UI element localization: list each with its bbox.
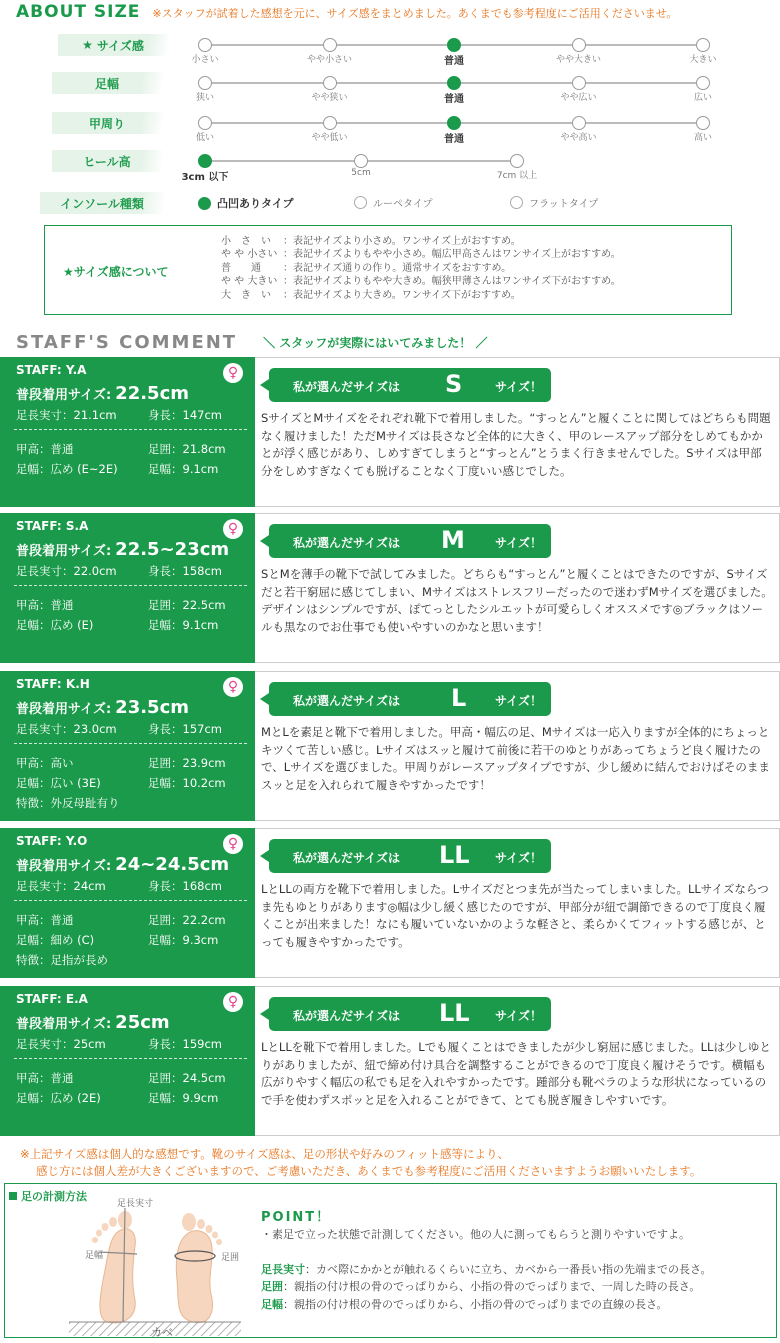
chosen-size: LL — [439, 841, 470, 869]
point-item: 足長実寸：カベ際にかかとが触れるくらいに立ち、カベから一番長い指の先端までの長さ。 — [261, 1262, 712, 1276]
scale-tick-label: 普通 — [444, 94, 464, 105]
female-icon: ♀ — [223, 519, 243, 539]
staff-detail: 足幅：細め (C) — [16, 933, 95, 947]
staff-detail: 甲高：高い — [16, 756, 74, 770]
staff-card — [0, 828, 780, 978]
scale-dot-selected — [198, 154, 212, 168]
staff-detail: 足幅：9.1cm — [148, 618, 219, 632]
point-intro: ・素足で立った状態で計測してください。他の人に測ってもらうと測りやすいですよ。 — [261, 1228, 690, 1241]
staff-detail: 足幅：広め (2E) — [16, 1091, 101, 1105]
staff-card — [0, 671, 780, 821]
scale-dot — [323, 76, 337, 90]
legend-line: 大 き い ：表記サイズより大きめ。ワンサイズ下がおすすめ。 — [221, 289, 521, 301]
scale-dot — [696, 76, 710, 90]
scale-tick-label: 普通 — [444, 134, 464, 145]
about-size-header — [16, 2, 677, 22]
staff-comment-subtitle: ＼ スタッフが実際にはいてみました！ ／ — [263, 336, 488, 350]
staff-measurements: 足長実寸：22.0cm 身長：158cm — [16, 564, 222, 578]
scale-tick-label: 普通 — [444, 56, 464, 67]
size-scale-row — [0, 34, 780, 72]
foot-figure — [65, 1199, 245, 1339]
point-item: 足幅：親指の付け根の骨のでっぱりから、小指の骨のでっぱりまでの直線の長さ。 — [261, 1297, 668, 1311]
chosen-size: L — [451, 684, 467, 712]
scale-tick-label: 大きい — [689, 55, 717, 65]
dashed-divider — [14, 429, 247, 430]
about-size-note: ※スタッフが試着した感想を元に、サイズ感をまとめました。あくまでも参考程度にご活用くださいませ。 — [152, 7, 678, 20]
staff-detail: 足幅：9.1cm — [148, 462, 219, 476]
fig-label-girth: 足囲 — [221, 1253, 240, 1263]
scale-dot — [572, 116, 586, 130]
staff-name: STAFF: Y.A — [16, 363, 87, 377]
scale-tick-label: 7cm 以上 — [496, 171, 538, 181]
radio-icon — [510, 196, 523, 209]
point-text — [261, 1226, 712, 1313]
chosen-size-bubble: 私が選んだサイズは S サイズ！ — [269, 368, 551, 402]
usual-size: 普段着用サイズ: 23.5cm — [16, 697, 190, 718]
staff-detail: 足幅：広め (E~2E) — [16, 462, 118, 476]
chosen-size: M — [441, 526, 465, 554]
footnote-line-1: ※上記サイズ感は個人的な感想です。靴のサイズ感は、足の形状や好みのフィット感等により、 — [20, 1147, 509, 1161]
staff-profile — [0, 986, 255, 1136]
scale-tick-label: やや低い — [311, 133, 348, 143]
staff-card — [0, 357, 780, 507]
staff-detail: 甲高：普通 — [16, 913, 74, 927]
scale-dot — [323, 38, 337, 52]
staff-detail: 特徴：足指が長め — [16, 953, 108, 967]
scale-dot — [323, 116, 337, 130]
female-icon: ♀ — [223, 992, 243, 1012]
measure-title: 足の計測方法 — [9, 1188, 87, 1204]
scale-tick-label: やや広い — [560, 93, 597, 103]
staff-detail: 足囲：24.5cm — [148, 1071, 226, 1085]
staff-profile — [0, 513, 255, 663]
footnote-line-2: 感じ方には個人差が大きくございますので、ご考慮いただき、あくまでも参考程度にご活用くださいますようお願いいたします。 — [36, 1164, 702, 1178]
dashed-divider — [14, 743, 247, 744]
scale-dot — [510, 154, 524, 168]
staff-measurements: 足長実寸：24cm 身長：168cm — [16, 879, 222, 893]
insole-option: フラットタイプ — [510, 195, 598, 210]
staff-detail: 足囲：22.5cm — [148, 598, 226, 612]
scale-tick-label: 広い — [693, 93, 713, 103]
fig-label-foot-length: 足長実寸 — [117, 1199, 154, 1209]
fig-label-width: 足幅 — [85, 1251, 104, 1261]
chosen-size-bubble: 私が選んだサイズは LL サイズ！ — [269, 997, 551, 1031]
staff-comment — [255, 513, 780, 663]
point-item: 足囲：親指の付け根の骨のでっぱりから、小指の骨のでっぱりまで、一周した時の長さ。 — [261, 1280, 701, 1293]
staff-detail: 足幅：10.2cm — [148, 776, 226, 790]
insole-option: ルーペタイプ — [354, 195, 433, 210]
scale-row-label: ヒール高 — [52, 150, 162, 172]
staff-comment-text: LとLLを靴下で着用しました。Lでも履くことはできましたが少し窮屈に感じました。LLは少しゆとりがありましたが、紐で締め付け具合を調整することができるので丁度良く履けそうです。横幅も広がりやすく幅広の私でも足を入れやすかったです。踵部分も靴ベラのような形状になっているので手を使わずスポッと足を入れることができて、とても脱ぎ履きしやすいです。 — [261, 1040, 771, 1107]
female-icon: ♀ — [223, 834, 243, 854]
staff-profile — [0, 828, 255, 978]
scale-tick-label: 狭い — [195, 93, 215, 103]
radio-selected-icon — [198, 197, 211, 210]
staff-name: STAFF: K.H — [16, 677, 90, 691]
insole-label: インソール種類 — [40, 192, 164, 214]
scale-tick-label: 低い — [195, 133, 215, 143]
staff-detail: 足幅：9.3cm — [148, 933, 219, 947]
usual-size: 普段着用サイズ: 22.5~23cm — [16, 539, 230, 560]
size-scale-row — [0, 72, 780, 110]
scale-dot-selected — [447, 38, 461, 52]
scale-row-label: ★ サイズ感 — [58, 34, 168, 56]
scale-tick-label: 3cm 以下 — [181, 172, 229, 183]
scale-tick-label: やや狭い — [311, 93, 348, 103]
staff-detail: 甲高：普通 — [16, 1071, 74, 1085]
scale-dot — [696, 116, 710, 130]
footnote — [20, 1146, 701, 1180]
scale-row-label: 足幅 — [52, 72, 162, 94]
staff-card — [0, 513, 780, 663]
scale-dot — [696, 38, 710, 52]
scale-dot — [198, 76, 212, 90]
staff-name: STAFF: E.A — [16, 992, 88, 1006]
staff-measurements: 足長実寸：25cm 身長：159cm — [16, 1037, 222, 1051]
square-icon — [9, 1192, 17, 1200]
chosen-size-bubble: 私が選んだサイズは L サイズ！ — [269, 682, 551, 716]
fig-label-wall: カベ — [151, 1326, 173, 1339]
staff-card — [0, 986, 780, 1136]
staff-comment — [255, 986, 780, 1136]
staff-detail: 足幅：広め (E) — [16, 618, 94, 632]
scale-dot — [572, 76, 586, 90]
dashed-divider — [14, 900, 247, 901]
chosen-size: S — [445, 370, 463, 398]
female-icon: ♀ — [223, 363, 243, 383]
staff-comment-text: LとLLの両方を靴下で着用しました。Lサイズだとつま先が当たってしまいました。LLサイズならつま先もゆとりがあります◎幅は少し緩く感じたのですが、甲部分が紐で調節できるので丁度良く履くことが出来ました！なにも履いていないかのような軽さと、柔らかくてフィットする感じが、とっても履きやすかったです。 — [261, 882, 769, 949]
staff-comment-text: MとLを素足と靴下で着用しました。甲高・幅広の足、Mサイズは一応入りますが全体的にちょっとキツくて苦しい感じ。Lサイズはスッと履けて前後に若干のゆとりがあってちょうど良く履けたので、Lサイズを選びました。甲周りがレースアップタイプですが、少し緩めに結んでおけばそのままスッと足を入れられて履きやすかったです！ — [261, 725, 770, 792]
staff-measurements: 足長実寸：21.1cm 身長：147cm — [16, 408, 222, 422]
scale-tick-label: やや高い — [560, 133, 597, 143]
scale-tick-label: 5cm — [351, 168, 371, 178]
legend-line: や や 小さい ：表記サイズよりもやや小さめ。幅広甲高さんはワンサイズ上がおすすめ。 — [221, 249, 621, 261]
size-legend-title: ★サイズ感について — [63, 265, 169, 279]
staff-detail: 甲高：普通 — [16, 442, 74, 456]
about-size-title: ABOUT SIZE — [16, 2, 141, 22]
staff-detail: 足幅：9.9cm — [148, 1091, 219, 1105]
scale-dot-selected — [447, 76, 461, 90]
chosen-size: LL — [439, 999, 470, 1027]
usual-size: 普段着用サイズ: 22.5cm — [16, 383, 190, 404]
size-scale-row — [0, 112, 780, 150]
staff-comment — [255, 357, 780, 507]
dashed-divider — [14, 585, 247, 586]
staff-detail: 足囲：22.2cm — [148, 913, 226, 927]
staff-comment — [255, 671, 780, 821]
staff-comment-text: SとMを薄手の靴下で試してみました。どちらも“すっとん”と履くことはできたのですが、Sサイズだと若干窮屈に感じてしまい、Mサイズはストレスフリーだったので迷わずMサイズを選びました。デザインはシンプルですが、ぽてっとしたシルエットが可愛らしくオススメです◎ブラックはソールも黒なのでお仕事でも使いやすいのかなと思います！ — [261, 567, 773, 634]
legend-line: 小 さ い ：表記サイズより小さめ。ワンサイズ上がおすすめ。 — [221, 236, 521, 247]
scale-tick-label: やや小さい — [306, 55, 353, 65]
dashed-divider — [14, 1058, 247, 1059]
scale-dot-selected — [447, 116, 461, 130]
size-legend-box — [44, 225, 732, 315]
staff-name: STAFF: Y.O — [16, 834, 88, 848]
staff-comment-text: SサイズとMサイズをそれぞれ靴下で着用しました。“すっとん”と履くことに関してはどちらも問題なく履けました！ただMサイズは長さなど全体的に大きく、甲のレースアップ部分をしめてもかかとが浮く感じがあり、しめすぎてしまうと“すっとん”とうまく行きませんでした。Sサイズは甲部分をしめすぎなくても脱げることなく丁度いい感じでした。 — [261, 411, 771, 478]
chosen-size-bubble: 私が選んだサイズは M サイズ！ — [269, 524, 551, 558]
staff-name: STAFF: S.A — [16, 519, 89, 533]
measure-box — [4, 1183, 777, 1338]
scale-dot — [198, 116, 212, 130]
female-icon: ♀ — [223, 677, 243, 697]
staff-profile — [0, 671, 255, 821]
staff-detail: 足囲：23.9cm — [148, 756, 226, 770]
foot-diagram-icon — [65, 1200, 245, 1336]
legend-line: や や 大きい ：表記サイズよりもやや大きめ。幅狭甲薄さんはワンサイズ下がおすすめ。 — [221, 276, 621, 288]
staff-measurements: 足長実寸：23.0cm 身長：157cm — [16, 722, 222, 736]
size-legend-lines — [221, 235, 621, 302]
radio-icon — [354, 196, 367, 209]
scale-dot — [354, 154, 368, 168]
point-title: POINT！ — [261, 1210, 332, 1225]
staff-comment-title: STAFF'S COMMENT — [16, 332, 238, 353]
insole-option: 凸凹ありタイプ — [198, 195, 293, 211]
usual-size: 普段着用サイズ: 24~24.5cm — [16, 854, 230, 875]
staff-detail: 足幅：広い (3E) — [16, 776, 101, 790]
size-scale-row — [0, 150, 780, 188]
scale-dot — [198, 38, 212, 52]
usual-size: 普段着用サイズ: 25cm — [16, 1012, 170, 1033]
star-icon: ★ — [82, 38, 93, 52]
scale-dot — [572, 38, 586, 52]
staff-detail: 足囲：21.8cm — [148, 442, 226, 456]
scale-tick-label: 小さい — [191, 55, 219, 65]
chosen-size-bubble: 私が選んだサイズは LL サイズ！ — [269, 839, 551, 873]
scale-row-label: 甲周り — [52, 112, 162, 134]
staff-comment-header — [16, 332, 487, 353]
scale-tick-label: やや大きい — [555, 55, 602, 65]
staff-detail: 甲高：普通 — [16, 598, 74, 612]
scale-tick-label: 高い — [693, 133, 713, 143]
staff-detail: 特徴：外反母趾有り — [16, 796, 120, 810]
legend-line: 普 通 ：表記サイズ通りの作り。通常サイズをおすすめ。 — [221, 262, 512, 274]
staff-profile — [0, 357, 255, 507]
staff-comment — [255, 828, 780, 978]
